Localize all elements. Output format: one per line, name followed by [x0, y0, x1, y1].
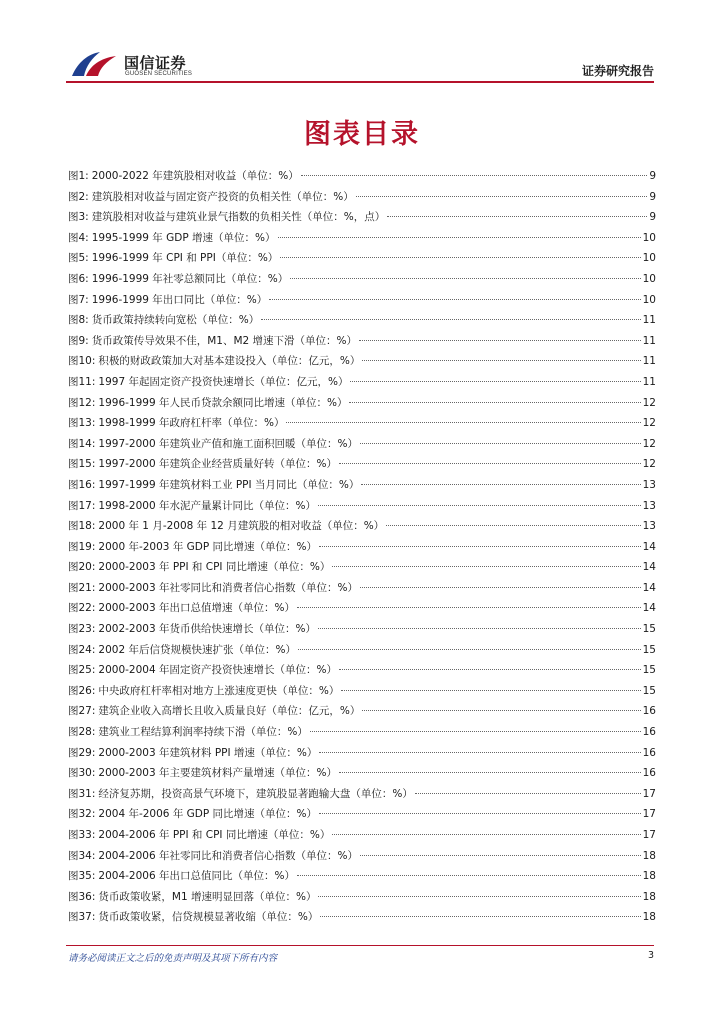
dot-leader: [415, 793, 641, 794]
toc-entry[interactable]: [68, 640, 656, 661]
toc-entry[interactable]: [68, 804, 656, 825]
page-ref: 18: [642, 890, 656, 903]
toc-entry[interactable]: [68, 660, 656, 681]
toc-entry[interactable]: [68, 598, 656, 619]
toc-entry[interactable]: [68, 248, 656, 269]
figure-label: 图20:: [68, 561, 96, 574]
figure-caption: 1998-2000 年水泥产量累计同比（单位：%）: [98, 499, 316, 512]
dot-leader: [280, 257, 640, 258]
figure-label: 图10:: [68, 355, 96, 368]
page-ref: 13: [642, 520, 656, 533]
figure-caption: 建筑企业收入高增长且收入质量良好（单位：亿元，%）: [98, 705, 361, 718]
figure-label: 图6:: [68, 272, 89, 285]
page-ref: 10: [642, 293, 656, 306]
dot-leader: [359, 340, 641, 341]
page-ref: 13: [642, 499, 656, 512]
figure-caption: 1996-1999 年人民币贷款余额同比增速（单位：%）: [98, 396, 348, 409]
figure-caption: 积极的财政政策加大对基本建设投入（单位：亿元，%）: [98, 355, 361, 368]
figure-caption: 2000-2022 年建筑股相对收益（单位：%）: [91, 170, 299, 182]
toc-entry[interactable]: [68, 784, 656, 805]
dot-leader: [301, 175, 648, 176]
page-ref: 17: [642, 808, 656, 821]
dot-leader: [341, 690, 640, 691]
dot-leader: [286, 422, 640, 423]
figure-label: 图14:: [68, 437, 96, 450]
toc-entry[interactable]: [68, 187, 656, 208]
dot-leader: [386, 525, 640, 526]
toc-entry[interactable]: [68, 701, 656, 722]
figure-label: 图36:: [68, 890, 96, 903]
brand-name-en: GUOSEN SECURITIES: [125, 71, 193, 77]
figure-caption: 经济复苏期，投资高景气环境下，建筑股显著跑输大盘（单位：%）: [98, 787, 413, 800]
toc-entry[interactable]: [68, 393, 656, 414]
page-ref: 12: [642, 396, 656, 409]
toc-entry[interactable]: [68, 475, 656, 496]
toc-entry[interactable]: [68, 310, 656, 331]
figure-label: 图2:: [68, 190, 89, 203]
toc-entry[interactable]: [68, 331, 656, 352]
dot-leader: [360, 587, 641, 588]
figure-label: 图16:: [68, 478, 96, 491]
dot-leader: [310, 731, 641, 732]
figure-caption: 1997 年起固定资产投资快速增长（单位：亿元，%）: [98, 375, 349, 388]
page-ref: 15: [642, 664, 656, 677]
toc-entry[interactable]: [68, 743, 656, 764]
toc-entry[interactable]: [68, 207, 656, 228]
page-ref: 10: [642, 272, 656, 285]
figure-label: 图35:: [68, 870, 96, 883]
figure-label: 图13:: [68, 417, 96, 430]
figure-label: 图21:: [68, 581, 96, 594]
figure-label: 图7:: [68, 293, 89, 306]
dot-leader: [297, 875, 641, 876]
toc-entry[interactable]: [68, 413, 656, 434]
toc-entry[interactable]: [68, 557, 656, 578]
dot-leader: [362, 710, 640, 711]
toc-entry[interactable]: [68, 866, 656, 887]
figure-caption: 2004-2006 年 PPI 和 CPI 同比增速（单位：%）: [98, 829, 331, 841]
disclaimer: 请务必阅读正文之后的免责声明及其项下所有内容: [68, 953, 278, 964]
page-ref: 17: [642, 787, 656, 800]
figure-caption: 1995-1999 年 GDP 增速（单位：%）: [91, 231, 276, 244]
figure-label: 图32:: [68, 808, 96, 821]
figure-label: 图4:: [68, 231, 89, 244]
figure-label: 图24:: [68, 643, 96, 656]
toc-entry[interactable]: [68, 537, 656, 558]
page-ref: 12: [642, 417, 656, 430]
figure-label: 图23:: [68, 623, 96, 636]
page-ref: 14: [642, 540, 656, 553]
toc-entry[interactable]: [68, 619, 656, 640]
dot-leader: [318, 628, 641, 629]
toc-entry[interactable]: [68, 722, 656, 743]
page-ref: 15: [642, 684, 656, 697]
brand-name-cn: 国信证券: [124, 54, 187, 72]
figure-list: [68, 166, 656, 928]
dot-leader: [339, 772, 641, 773]
figure-label: 图12:: [68, 396, 96, 409]
dot-leader: [278, 237, 641, 238]
dot-leader: [319, 752, 640, 753]
figure-label: 图1:: [68, 170, 89, 182]
dot-leader: [360, 855, 641, 856]
figure-caption: 1996-1999 年 CPI 和 PPI（单位：%）: [91, 252, 279, 265]
page-ref: 13: [642, 478, 656, 491]
page-ref: 10: [642, 231, 656, 244]
figure-caption: 2000 年 1 月-2008 年 12 月建筑股的相对收益（单位：%）: [98, 520, 385, 533]
page-ref: 14: [642, 561, 656, 574]
figure-caption: 1996-1999 年社零总额同比（单位：%）: [91, 272, 289, 285]
page-ref: 10: [642, 252, 656, 265]
page-ref: 15: [642, 643, 656, 656]
page-title: 图表目录: [304, 119, 420, 150]
page-ref: 16: [642, 746, 656, 759]
figure-caption: 建筑股相对收益与固定资产投资的负相关性（单位：%）: [91, 190, 354, 203]
page-ref: 9: [649, 170, 656, 182]
figure-label: 图22:: [68, 602, 96, 615]
dot-leader: [297, 607, 641, 608]
toc-entry[interactable]: [68, 454, 656, 475]
page-ref: 18: [642, 870, 656, 883]
figure-caption: 2004-2006 年出口总值同比（单位：%）: [98, 870, 295, 883]
figure-caption: 1996-1999 年出口同比（单位：%）: [91, 293, 268, 306]
page-ref: 12: [642, 437, 656, 450]
figure-label: 图34:: [68, 849, 96, 862]
figure-caption: 2002 年后信贷规模快速扩张（单位：%）: [98, 643, 296, 656]
figure-label: 图31:: [68, 787, 96, 800]
figure-caption: 2004 年-2006 年 GDP 同比增速（单位：%）: [98, 808, 318, 821]
figure-caption: 货币政策传导效果不佳，M1、M2 增速下滑（单位：%）: [91, 334, 358, 347]
header-divider: [66, 81, 654, 83]
toc-entry[interactable]: [68, 763, 656, 784]
dot-leader: [298, 649, 641, 650]
toc-entry[interactable]: [68, 681, 656, 702]
page-ref: 12: [642, 458, 656, 471]
figure-label: 图9:: [68, 334, 89, 347]
figure-caption: 2000-2004 年固定资产投资快速增长（单位：%）: [98, 664, 337, 677]
toc-entry[interactable]: [68, 907, 656, 928]
toc-entry[interactable]: [68, 887, 656, 908]
page-ref: 9: [649, 211, 656, 224]
page-ref: 15: [642, 623, 656, 636]
figure-caption: 2000-2003 年主要建筑材料产量增速（单位：%）: [98, 767, 337, 780]
figure-label: 图5:: [68, 252, 89, 265]
figure-caption: 2000-2003 年出口总值增速（单位：%）: [98, 602, 295, 615]
page-ref: 9: [649, 190, 656, 203]
figure-caption: 1997-1999 年建筑材料工业 PPI 当月同比（单位：%）: [98, 478, 360, 491]
figure-caption: 2004-2006 年社零同比和消费者信心指数（单位：%）: [98, 849, 358, 862]
toc-entry[interactable]: [68, 825, 656, 846]
report-type: 证券研究报告: [581, 64, 654, 78]
figure-caption: 中央政府杠杆率相对地方上涨速度更快（单位：%）: [98, 684, 340, 697]
page-ref: 16: [642, 705, 656, 718]
page-ref: 11: [642, 375, 656, 388]
dot-leader: [332, 566, 640, 567]
dot-leader: [362, 360, 640, 361]
figure-label: 图25:: [68, 664, 96, 677]
toc-entry[interactable]: [68, 351, 656, 372]
dot-leader: [332, 834, 640, 835]
page-ref: 11: [642, 334, 656, 347]
toc-entry[interactable]: [68, 434, 656, 455]
figure-caption: 1997-2000 年建筑业产值和施工面积回暖（单位：%）: [98, 437, 358, 450]
toc-entry[interactable]: [68, 516, 656, 537]
figure-caption: 2000 年-2003 年 GDP 同比增速（单位：%）: [98, 540, 318, 553]
page-ref: 16: [642, 767, 656, 780]
figure-caption: 2000-2003 年社零同比和消费者信心指数（单位：%）: [98, 581, 358, 594]
dot-leader: [339, 463, 641, 464]
dot-leader: [319, 813, 641, 814]
figure-label: 图28:: [68, 726, 96, 739]
figure-label: 图3:: [68, 211, 89, 224]
figure-caption: 2000-2003 年建筑材料 PPI 增速（单位：%）: [98, 746, 318, 759]
page-number: 3: [647, 950, 654, 961]
dot-leader: [387, 216, 647, 217]
figure-label: 图26:: [68, 684, 96, 697]
figure-caption: 货币政策收紧，信贷规模显著收缩（单位：%）: [98, 911, 319, 924]
figure-label: 图18:: [68, 520, 96, 533]
figure-caption: 1997-2000 年建筑企业经营质量好转（单位：%）: [98, 458, 337, 471]
dot-leader: [318, 896, 640, 897]
figure-caption: 货币政策收紧，M1 增速明显回落（单位：%）: [98, 890, 317, 903]
dot-leader: [261, 319, 640, 320]
page-ref: 17: [642, 829, 656, 841]
toc-entry[interactable]: [68, 372, 656, 393]
dot-leader: [360, 443, 641, 444]
toc-entry[interactable]: [68, 290, 656, 311]
page-ref: 14: [642, 602, 656, 615]
page-ref: 11: [642, 314, 656, 327]
figure-caption: 2000-2003 年 PPI 和 CPI 同比增速（单位：%）: [98, 561, 331, 574]
figure-label: 图11:: [68, 375, 96, 388]
figure-label: 图37:: [68, 911, 96, 924]
toc-entry[interactable]: [68, 578, 656, 599]
figure-label: 图17:: [68, 499, 96, 512]
dot-leader: [361, 484, 640, 485]
dot-leader: [356, 196, 648, 197]
page-header: [0, 0, 724, 90]
figure-label: 图33:: [68, 829, 96, 841]
toc-entry[interactable]: [68, 846, 656, 867]
figure-label: 图8:: [68, 314, 89, 327]
page-ref: 18: [642, 911, 656, 924]
page-ref: 18: [642, 849, 656, 862]
toc-entry[interactable]: [68, 269, 656, 290]
figure-caption: 建筑业工程结算利润率持续下滑（单位：%）: [98, 726, 308, 739]
guosen-logo-icon: [70, 50, 120, 80]
figure-label: 图19:: [68, 540, 96, 553]
toc-entry[interactable]: [68, 166, 656, 187]
toc-entry[interactable]: [68, 228, 656, 249]
figure-label: 图27:: [68, 705, 96, 718]
figure-label: 图30:: [68, 767, 96, 780]
dot-leader: [318, 505, 641, 506]
figure-label: 图15:: [68, 458, 96, 471]
figure-caption: 1998-1999 年政府杠杆率（单位：%）: [98, 417, 285, 430]
figure-label: 图29:: [68, 746, 96, 759]
figure-caption: 货币政策持续转向宽松（单位：%）: [91, 314, 260, 327]
dot-leader: [269, 299, 640, 300]
figure-caption: 建筑股相对收益与建筑业景气指数的负相关性（单位：%，点）: [91, 211, 386, 224]
page-ref: 16: [642, 726, 656, 739]
dot-leader: [320, 916, 640, 917]
dot-leader: [350, 381, 640, 382]
dot-leader: [339, 669, 641, 670]
page-ref: 11: [642, 355, 656, 368]
dot-leader: [319, 546, 641, 547]
dot-leader: [290, 278, 640, 279]
figure-caption: 2002-2003 年货币供给快速增长（单位：%）: [98, 623, 316, 636]
page-ref: 14: [642, 581, 656, 594]
dot-leader: [349, 402, 640, 403]
toc-entry[interactable]: [68, 496, 656, 517]
footer-divider: [66, 945, 654, 946]
